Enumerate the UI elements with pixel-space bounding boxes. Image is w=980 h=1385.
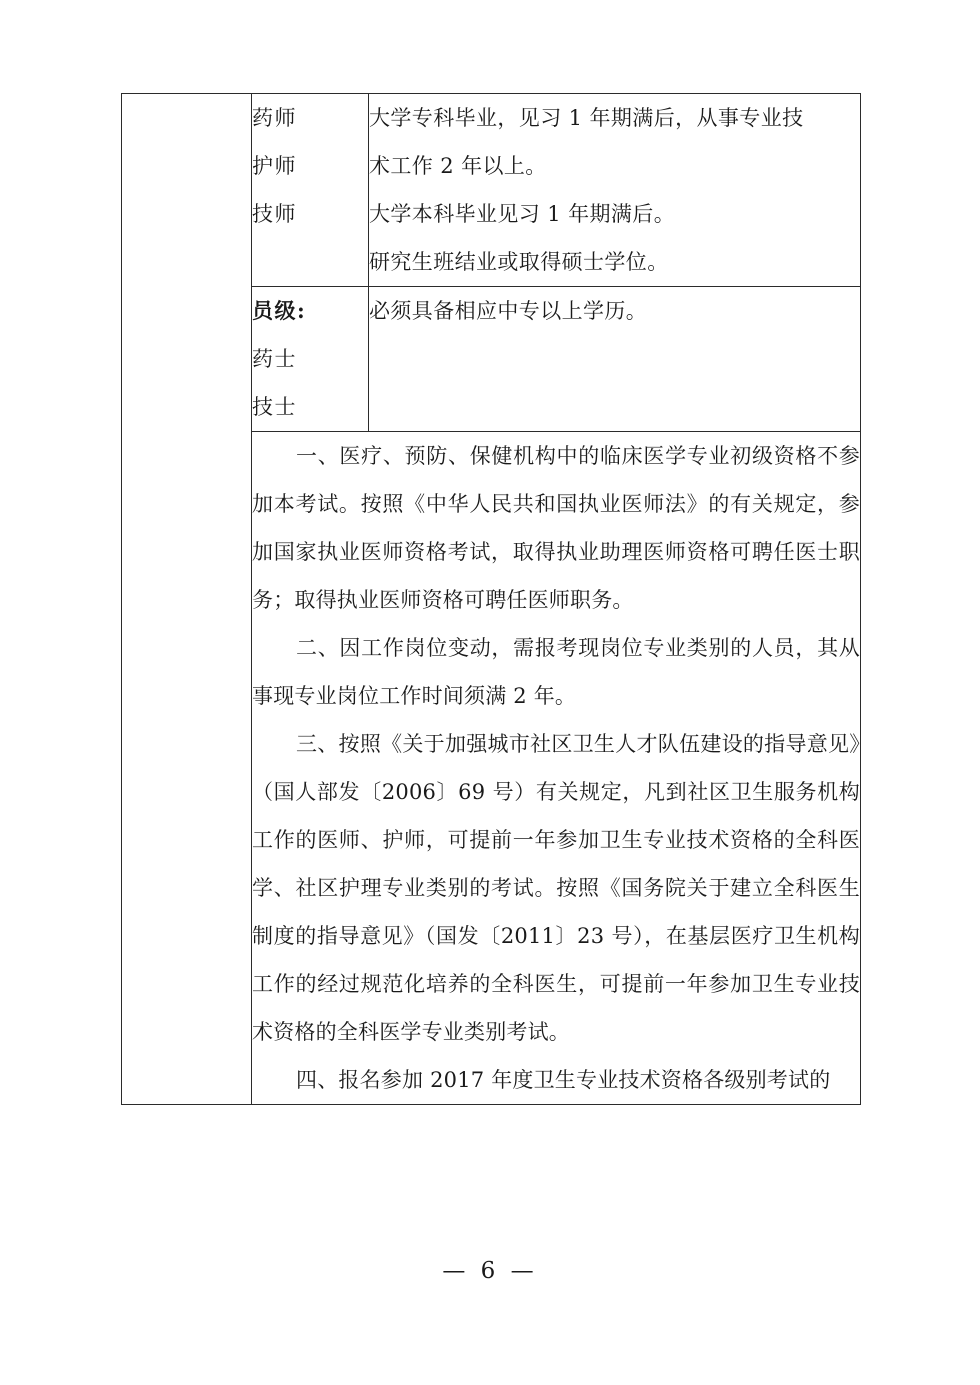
table-row <box>122 94 861 287</box>
requirement-line: 术工作 2 年以上。 <box>369 154 547 178</box>
requirement-line: 研究生班结业或取得硕士学位。 <box>369 250 669 274</box>
blank-left-column <box>122 94 252 1105</box>
note-paragraph: 三、按照《关于加强城市社区卫生人才队伍建设的指导意见》（国人部发〔2006〕69 号）有关规定，凡到社区卫生服务机构工作的医师、护师，可提前一年参加卫生专业技术资格的全科医学、社区护理专业类别的考试。按照《国务院关于建立全科医生制度的指导意见》（国发〔2011〕23 号），在基层医疗卫生机构工作的经过规范化培养的全科医生，可提前一年参加卫生专业技术资格的全科医学专业类别考试。 <box>252 732 860 1044</box>
requirement-cell-2 <box>369 287 861 432</box>
level-label: 技师 <box>252 202 297 226</box>
note-paragraph: 四、报名参加 2017 年度卫生专业技术资格各级别考试的 <box>296 1068 831 1092</box>
requirement-line: 大学专科毕业，见习 1 年期满后，从事专业技 <box>369 106 804 130</box>
note-paragraph: 二、因工作岗位变动，需报考现岗位专业类别的人员，其从事现专业岗位工作时间须满 2 年。 <box>252 636 860 708</box>
level-label: 药士 <box>252 347 297 371</box>
level-label-cell-2 <box>252 287 369 432</box>
requirement-line: 必须具备相应中专以上学历。 <box>369 299 648 323</box>
level-label: 护师 <box>252 154 297 178</box>
qualification-table <box>121 93 861 1105</box>
notes-cell <box>252 432 861 1105</box>
requirement-cell-1 <box>369 94 861 287</box>
level-label: 技士 <box>252 395 297 419</box>
page-number: — 6 — <box>442 1258 538 1284</box>
level-label: 药师 <box>252 106 297 130</box>
note-paragraph: 一、医疗、预防、保健机构中的临床医学专业初级资格不参加本考试。按照《中华人民共和国执业医师法》的有关规定，参加国家执业医师资格考试，取得执业助理医师资格可聘任医士职务；取得执业医师资格可聘任医师职务。 <box>252 444 860 612</box>
level-label-cell-1 <box>252 94 369 287</box>
level-label-heading: 员级: <box>252 298 307 323</box>
requirement-line: 大学本科毕业见习 1 年期满后。 <box>369 202 676 226</box>
